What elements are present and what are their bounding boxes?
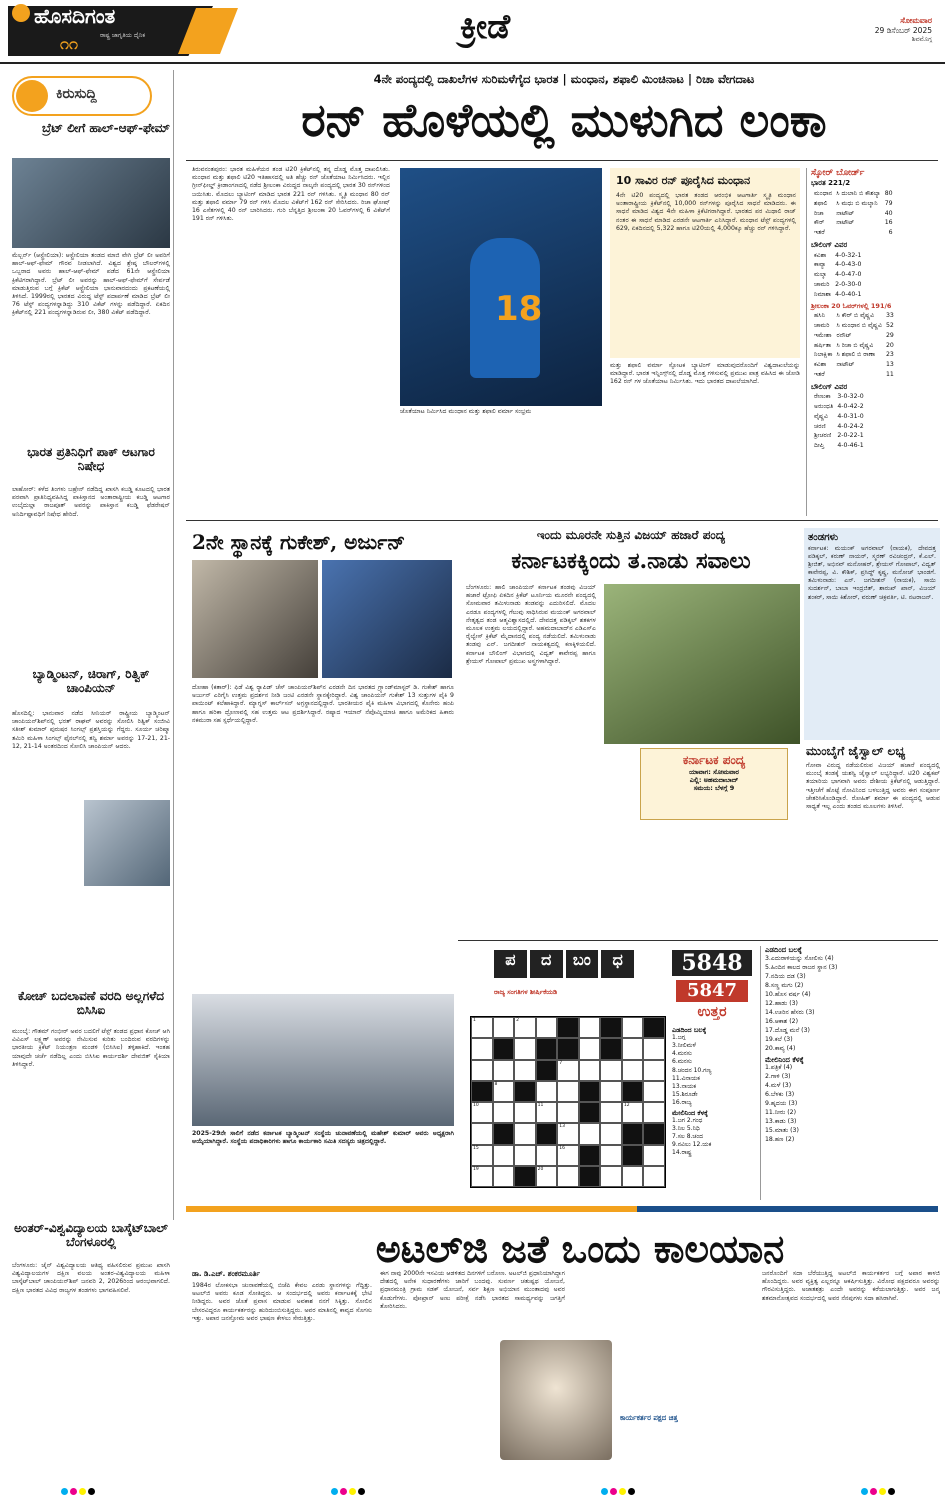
puzzle-number: 5848 [672, 950, 752, 976]
mandhana-record-headline: 10 ಸಾವಿರ ರನ್ ಪೂರೈಸಿದ ಮಂಧಾನ [616, 174, 751, 187]
list-item: 14.ಊರಿನ ಹೆಸರು (3) [765, 1008, 815, 1016]
date: 29 ಡಿಸೆಂಬರ್ 2025 [874, 26, 932, 35]
vijay-body-continued [604, 824, 800, 932]
table-cell: ರನೌಟ್ [836, 331, 852, 339]
crossword-cell[interactable]: 13 [557, 1123, 579, 1144]
list-item: 18.ಹಣ (2) [765, 1136, 795, 1144]
scoreboard [806, 168, 938, 516]
table-cell: 11 [886, 370, 894, 378]
crossword-block [600, 1038, 622, 1059]
list-item: 13.ನಾಯಕ [672, 1082, 697, 1090]
puzzle-title-letter: ದ [530, 950, 563, 978]
list-item: 1.ಜಗ 2.ಗಂಧ [672, 1117, 703, 1125]
table-row [813, 423, 865, 431]
badminton-association-photo [192, 994, 454, 1126]
table-cell: 33 [886, 312, 894, 320]
lanka-bowling-table [811, 250, 864, 301]
crossword-cell[interactable] [536, 1145, 558, 1166]
table-cell: ನಾಟೌಟ್ [836, 219, 855, 227]
print-color-marks [60, 1488, 96, 1498]
table-cell: ಶ್ರೀಚರಣಿ [814, 432, 832, 440]
table-cell: ರಿಚಾ [814, 209, 824, 217]
crossword-cell[interactable]: 11 [536, 1102, 558, 1123]
table-cell: ಇತರೆ [814, 229, 825, 236]
print-color-marks [330, 1488, 366, 1498]
list-item: 6.ಮನಸು [672, 1058, 692, 1066]
table-cell: 4-0-40-1 [835, 290, 862, 298]
teams-head: ತಂಡಗಳು [808, 532, 839, 543]
list-item: 7.ಸಲ 8.ಚಂದ [672, 1133, 704, 1141]
crossword-block [579, 1102, 601, 1123]
table-cell: ನಿಲಾಕ್ಷಿಕಾ [814, 351, 833, 359]
mandhana-record-body: 4ನೇ ಟಿ20 ಪಂದ್ಯದಲ್ಲಿ ಭಾರತ ತಂಡದ ಆರಂಭಿಕ ಆಟಗಾರ್ತಿ ಸ್ಮೃತಿ ಮಂಧಾನ ಅಂತಾರಾಷ್ಟ್ರೀಯ ಕ್ರಿಕೆಟ್‌ನಲ್ಲಿ 10,000 ರನ್‌ಗಳನ್ನು ಪೂರೈಸಿದ ಸಾಧನೆ ಮಾಡಿದರು. ಈ ಸಾಧನೆ ಮಾಡಿದ ವಿಶ್ವದ 4ನೇ ಮಹಿಳಾ ಕ್ರಿಕೆಟಿಗರಾಗಿದ್ದಾರೆ. ಭಾರತದ ಪರ ಮಿಥಾಲಿ ರಾಜ್ ನಂತರ ಈ ಸಾಧನೆ ಮಾಡಿದ ಎರಡನೇ ಆಟಗಾರ್ತಿ ಎನಿಸಿದ್ದಾರೆ. ಮಂಧಾನ ಟೆಸ್ಟ್ ಪಂದ್ಯಗಳಲ್ಲಿ 629, ಏಕದಿನದಲ್ಲಿ 5,322 ಹಾಗೂ ಟಿ20ಯಲ್ಲಿ 4,000ಕ್ಕೂ ಹೆಚ್ಚು ರನ್ ಗಳಿಸಿದ್ದಾರೆ. [616, 192, 796, 232]
crossword-cell[interactable] [600, 1060, 622, 1081]
table-cell [835, 371, 883, 379]
list-item: 8.ಸಣ್ಣ ಮಗು (2) [765, 981, 804, 989]
table-cell: 2-0-30-0 [835, 280, 862, 288]
vijay-headline: ಕರ್ನಾಟಕಕ್ಕಿಂದು ತ.ನಾಡು ಸವಾಲು [511, 548, 751, 574]
atal-body-continued [574, 1270, 754, 1410]
brief-headline: ಕೋಚ್ ಬದಲಾವಣೆ ವರದಿ ಅಲ್ಲಗಳೆದ ಬಿಸಿಸಿಐ [17, 989, 165, 1017]
table-cell: ನಾಟೌಟ್ [836, 209, 855, 217]
crossword-cell[interactable] [493, 1102, 515, 1123]
crossword-cell[interactable]: 7 [557, 1060, 579, 1081]
table-row [813, 332, 895, 340]
list-item: 1.ಜಗ್ಗ [672, 1034, 686, 1042]
crossword-block [536, 1123, 558, 1144]
atal-subhead: ಕಾರ್ಯಕರ್ತರ ಪಕ್ಷದ ಚಿತ್ತ [620, 1414, 678, 1422]
mayank-photo [604, 584, 800, 744]
crossword-cell[interactable]: 8 [493, 1081, 515, 1102]
divider [458, 940, 938, 941]
across-head: ಎಡದಿಂದ ಬಲಕ್ಕೆ [765, 946, 802, 954]
puzzle-topic: ರಾಜ್ಯ ಸಂಗತಿಗಳ ಶೀರ್ಷಿಕೆಯಡಿ [494, 988, 558, 996]
table-cell: ಹಸಿನಿ [814, 312, 826, 320]
table-cell: ವೈಷ್ಣವಿ [814, 412, 828, 420]
table-cell: 80 [884, 190, 893, 197]
table-row [813, 393, 865, 401]
logo-tagline: ರಾಷ್ಟ್ರ ಜಾಗೃತಿಯ ದೈನಿಕ [100, 32, 146, 39]
match-when: ಯಾವಾಗ: ಸೋಮವಾರ [689, 768, 739, 776]
crossword-block [579, 1145, 601, 1166]
lead-photo-mandhana-shafali: 18 [400, 168, 602, 406]
crossword-cell[interactable]: 10 [471, 1102, 493, 1123]
table-row [813, 281, 862, 289]
crossword-block [557, 1017, 579, 1038]
print-color-marks [600, 1488, 636, 1498]
dateline [812, 16, 932, 44]
kiru-suddi-label: ಕಿರುಸುದ್ದಿ [56, 86, 97, 102]
atal-body: 1984ರ ಲೋಕಸಭಾ ಚುನಾವಣೆಯಲ್ಲಿ ಬಿಜೆಪಿ ಕೇವಲ ಎರಡು ಸ್ಥಾನಗಳನ್ನು ಗೆದ್ದಿತ್ತು. ಅಟಲ್‌ಜಿ ಅವರು ಕೂಡ ಸೋತಿದ್ದರು. ಆ ಸಂದರ್ಭದಲ್ಲಿ ಅವರು ಕರ್ನಾಟಕಕ್ಕೆ ಭೇಟಿ ನೀಡಿದ್ದರು. ಅವರ ಜೊತೆ ಪ್ರವಾಸ ಮಾಡುವ ಅವಕಾಶ ನನಗೆ ಸಿಕ್ಕಿತ್ತು. ಸೋಲಿನ ಬೇಸರವಿದ್ದರೂ ಕಾರ್ಯಕರ್ತರನ್ನು ಹುರಿದುಂಬಿಸುತ್ತಿದ್ದರು. ಅವರ ಮಾತಿನಲ್ಲಿ ಕಾವ್ಯದ ಸೊಗಸು ಇತ್ತು. ಅಪಾರ ಜನಸ್ತೋಮ ಅವರ ಭಾಷಣ ಕೇಳಲು ಸೇರುತ್ತಿತ್ತು. [192, 1282, 372, 1322]
crossword-block [579, 1081, 601, 1102]
crossword-block [514, 1081, 536, 1102]
page-number: ೧೧ [60, 34, 78, 53]
table-row [813, 342, 895, 350]
list-item: 1.ಪತ್ರಿಕೆ (4) [765, 1064, 793, 1072]
down-head: ಮೇಲಿನಿಂದ ಕೆಳಕ್ಕೆ [765, 1055, 804, 1064]
list-item: 6.ಬೆಳಕು (3) [765, 1091, 795, 1099]
crossword-grid[interactable] [470, 1016, 666, 1188]
list-item: 3.ನೀಲಿಮಳೆ [672, 1042, 696, 1050]
list-item: 3.ನಿಲ 5.ನಿಧಿ [672, 1125, 700, 1133]
table-cell: ಸಿ ದುಲಾನಿ ಬಿ ಕೌಶಲ್ಯಾ [836, 190, 881, 197]
table-cell: 4-0-47-0 [835, 271, 862, 278]
table-cell: 40 [884, 209, 893, 217]
india-total: ಭಾರತ 221/2 [811, 179, 851, 188]
table-cell: 6 [888, 229, 893, 236]
match-where: ಎಲ್ಲಿ: ಅಹಮದಾಬಾದ್ [689, 776, 739, 785]
bowling-head: ಬೌಲಿಂಗ್ ವಿವರ [811, 382, 848, 391]
brief-headline: ಬ್ರೆಟ್ ಲೀಗೆ ಹಾಲ್-ಆಫ್-ಫೇಮ್ [42, 121, 170, 135]
crossword-cell[interactable]: 20 [536, 1166, 558, 1187]
scoreboard-title: ಸ್ಕೋರ್ ಬೋರ್ಡ್ [811, 168, 865, 178]
table-cell: ರೇಣುಕಾ [814, 393, 831, 401]
crossword-cell[interactable] [514, 1123, 536, 1144]
list-item: 11.ವಿನಾಯಕ [672, 1074, 700, 1082]
lead-headline: ರನ್ ಹೊಳೆಯಲ್ಲಿ ಮುಳುಗಿದ ಲಂಕಾ [301, 93, 827, 147]
crossword-cell[interactable] [600, 1145, 622, 1166]
city: ಶಿವಮೊಗ್ಗ [911, 35, 932, 44]
crossword-block [493, 1038, 515, 1059]
clues [760, 946, 940, 1200]
crossword-cell[interactable] [493, 1060, 515, 1081]
brief-body: ಹೊಸದಿಲ್ಲಿ: ಭಾನುವಾರ ನಡೆದ ಸೀನಿಯರ್ ರಾಷ್ಟ್ರೀಯ ಬ್ಯಾಡ್ಮಿಂಟನ್ ಚಾಂಪಿಯನ್‌ಶಿಪ್‌ನಲ್ಲಿ ಭರತ್ ರಾಘವ್ ಅವರನ್ನು ಸೋಲಿಸಿ ರಿತ್ವಿಕ್ ಸಂಜೀವಿ ಸತೀಶ್ ಕುಮಾರ್ ಪುರುಷರ ಸಿಂಗಲ್ಸ್ ಪ್ರಶಸ್ತಿಯನ್ನು ಗೆದ್ದರು. ಸೂರ್ಯ ಚರಿಷ್ಮಾ ತಮಿರಿ ಮಹಿಳಾ ಸಿಂಗಲ್ಸ್ ಫೈನಲ್‌ನಲ್ಲಿ ತನ್ವಿ ಶರ್ಮಾ ಅವರನ್ನು 17-21, 21-12, 21-14 ಅಂತರದಿಂದ ಸೋಲಿಸಿ ಚಾಂಪಿಯನ್ ಆದರು. [12, 710, 170, 750]
crossword-cell[interactable] [471, 1123, 493, 1144]
crossword-cell[interactable] [600, 1102, 622, 1123]
print-color-marks [860, 1488, 896, 1498]
table-row [813, 432, 865, 440]
crossword-block [493, 1123, 515, 1144]
list-item: 16.ಆಕಾಶ (2) [765, 1017, 799, 1025]
crossword-cell[interactable]: 15 [471, 1145, 493, 1166]
brief-headline: ಅಂತರ್-ವಿಶ್ವವಿದ್ಯಾಲಯ ಬಾಸ್ಕೆಟ್‌ಬಾಲ್ ಬೆಂಗಳೂರಲ್ಲಿ [14, 1221, 168, 1249]
crossword-cell[interactable] [493, 1166, 515, 1187]
section-title: ಕ್ರೀಡೆ [460, 7, 511, 47]
puzzle-title-letter: ಪ [494, 950, 527, 978]
list-item: 16.ರಾಜ್ಯ [672, 1098, 692, 1106]
crossword-cell[interactable] [514, 1060, 536, 1081]
table-cell: 52 [886, 322, 894, 330]
day: ಸೋಮವಾರ [900, 16, 932, 25]
table-cell: ಇಮೇಶಾ [814, 331, 832, 339]
table-cell: ಇತರೆ [814, 370, 825, 378]
table-row [813, 229, 894, 237]
table-cell: 20 [886, 341, 894, 349]
table-cell: 23 [886, 351, 894, 359]
crossword-cell[interactable] [557, 1102, 579, 1123]
match-time: ಸಮಯ: ಬೆಳಗ್ಗೆ 9 [693, 784, 735, 793]
teams-body: ಕರ್ನಾಟಕ: ಮಯಂಕ್ ಅಗರವಾಲ್ (ನಾಯಕ), ದೇವದತ್ತ ಪಡಿಕ್ಕಲ್, ಕರುಣ್ ನಾಯರ್, ಸ್ಮರಣ್ ರವಿಚಂದ್ರನ್, ಕೆ.ಎಲ್. ಶ್ರೀಜಿತ್, ಅಭಿನವ್ ಮನೋಹರ್, ಶ್ರೇಯಸ್ ಗೋಪಾಲ್, ವಿದ್ವತ್ ಕಾವೇರಪ್ಪ, ವಿ. ಕೌಶಿಕ್, ಪ್ರಸಿದ್ಧ್ ಕೃಷ್ಣ, ಮನೋಜ್ ಭಾಂಡಗೆ. ತಮಿಳುನಾಡು: ಎನ್. ಜಗದೀಶನ್ (ನಾಯಕ), ಸಾಯಿ ಸುದರ್ಶನ್, ಬಾಬಾ ಇಂದ್ರಜಿತ್, ಶಾರುಖ್ ಖಾನ್, ವಿಜಯ್ ಶಂಕರ್, ಸಾಯಿ ಕಿಶೋರ್, ವರುಣ್ ಚಕ್ರವರ್ತಿ, ಟಿ. ನಟರಾಜನ್. [808, 544, 936, 601]
lead-kicker: 4ನೇ ಪಂದ್ಯದಲ್ಲಿ ದಾಖಲೆಗಳ ಸುರಿಮಳೆಗೈದ ಭಾರತ | ಮಂಧಾನ, ಶಫಾಲಿ ಮಿಂಚಿನಾಟ | ರಿಚಾ ವೇಗದಾಟ [373, 72, 755, 86]
color-rule [186, 1206, 938, 1212]
crossword-cell[interactable]: 2 [514, 1017, 536, 1038]
list-item: 12.ಹಾಡು (3) [765, 999, 798, 1007]
match-label: ಕರ್ನಾಟಕ ಪಂದ್ಯ [682, 753, 746, 767]
crossword-cell[interactable] [514, 1145, 536, 1166]
crossword-cell[interactable] [622, 1060, 644, 1081]
lanka-total: ಶ್ರೀಲಂಕಾ 20 ಓವರ್‌ಗಳಲ್ಲಿ 191/6 [811, 302, 892, 311]
arjun-photo [322, 560, 452, 678]
crossword-block [643, 1123, 665, 1144]
crossword-block [514, 1166, 536, 1187]
lanka-batting-table [811, 310, 897, 380]
crossword-cell[interactable] [579, 1123, 601, 1144]
crossword-cell[interactable] [643, 1145, 665, 1166]
crossword-cell[interactable] [643, 1081, 665, 1102]
crossword-cell[interactable] [622, 1038, 644, 1059]
brief-body: ಬೆಂಗಳೂರು: ಜೈನ್ ವಿಶ್ವವಿದ್ಯಾಲಯ ಆತಿಥ್ಯ ವಹಿಸಲಿರುವ ಪ್ರಮುಖ ಖಾಸಗಿ ವಿಶ್ವವಿದ್ಯಾಲಯಗಳ ದಕ್ಷಿಣ ವಲಯ ಅಂತರ-ವಿಶ್ವವಿದ್ಯಾಲಯ ಮಹಿಳಾ ಬಾಸ್ಕೆಟ್‌ಬಾಲ್ ಚಾಂಪಿಯನ್‌ಶಿಪ್ ಜನವರಿ 2, 2026ರಿಂದ ಆರಂಭವಾಗಲಿದೆ. ದಕ್ಷಿಣ ಭಾರತದ ವಿವಿಧ ರಾಜ್ಯಗಳ ತಂಡಗಳು ಭಾಗವಹಿಸಲಿವೆ. [12, 1262, 170, 1294]
table-row [813, 219, 894, 227]
crossword-cell[interactable] [643, 1102, 665, 1123]
list-item: 9.ಹೃದಯ (3) [765, 1100, 798, 1108]
table-cell: 4-0-31-0 [837, 412, 864, 420]
table-cell: ಅರುಂಧತಿ [814, 403, 834, 411]
chess-body: ದೋಹಾ (ಕತಾರ್): ಫಿಡೆ ವಿಶ್ವ ರ‍್ಯಾಪಿಡ್ ಚೆಸ್ ಚಾಂಪಿಯನ್‌ಶಿಪ್‌ನ ಎರಡನೇ ದಿನ ಭಾರತದ ಗ್ರ್ಯಾಂಡ್‌ಮಾಸ್ಟರ್ ಡಿ. ಗುಕೇಶ್ ಹಾಗೂ ಅರ್ಜುನ್ ಎರಿಗೈಸಿ ಉತ್ತಮ ಪ್ರದರ್ಶನ ನೀಡಿ ಜಂಟಿ ಎರಡನೇ ಸ್ಥಾನಕ್ಕೇರಿದ್ದಾರೆ. ವಿಶ್ವ ಚಾಂಪಿಯನ್ ಗುಕೇಶ್ 13 ಸುತ್ತುಗಳ ಪೈಕಿ 9 ಪಾಯಿಂಟ್ ಕಲೆಹಾಕಿದ್ದಾರೆ. ಮ್ಯಾಗ್ನಸ್ ಕಾರ್ಲ್‌ಸನ್ ಅಗ್ರಸ್ಥಾನದಲ್ಲಿದ್ದಾರೆ. ಭಾರತೀಯರ ಪೈಕಿ ಮಹಿಳಾ ವಿಭಾಗದಲ್ಲಿ ಕೊನೇರು ಹಂಪಿ ಹಾಗೂ ಹರಿಕಾ ದ್ರೋಣವಲ್ಲಿ ಸಹ ಉತ್ತಮ ಆಟ ಪ್ರದರ್ಶಿಸಿದ್ದಾರೆ. ರಷ್ಯಾದ ಇಯಾನ್ ನೆಪೊಮ್ನಿಯಾಚಿ ಹಾಗೂ ಅಮೆರಿಕದ ಹಿಕಾರು ನಕಮುರಾ ಸಹ ಸ್ಪರ್ಧೆಯಲ್ಲಿದ್ದಾರೆ. [192, 684, 454, 724]
padabandha-title [494, 950, 634, 978]
divider [186, 160, 938, 161]
table-cell: ಕವಿಶಾ [814, 251, 827, 259]
crossword-cell[interactable]: 1 [471, 1017, 493, 1038]
crossword-cell[interactable] [579, 1060, 601, 1081]
table-cell: 2-0-22-1 [837, 432, 864, 440]
crossword-cell[interactable] [493, 1017, 515, 1038]
puzzle-title-letter: ಧ [601, 950, 634, 978]
list-item: 5.ಹಿಂದಿನ ಕಾಲದ ರಾಜರ ಸ್ಥಾನ (3) [765, 963, 838, 971]
table-cell: ಹರ್ಷಿತಾ [814, 341, 832, 349]
crossword-cell[interactable]: 12 [622, 1102, 644, 1123]
crossword-block [536, 1060, 558, 1081]
list-item: 4.ಮನಸು [672, 1050, 692, 1058]
crossword-cell[interactable] [557, 1081, 579, 1102]
crossword-block [471, 1081, 493, 1102]
crossword-cell[interactable] [514, 1038, 536, 1059]
brief-body: ಮುಂಬೈ: ಗೌತಮ್ ಗಂಭೀರ್ ಅವರ ಬದಲಿಗೆ ಟೆಸ್ಟ್ ತಂಡದ ಪ್ರಧಾನ ಕೋಚ್ ಆಗಿ ವಿವಿಎಸ್ ಲಕ್ಷ್ಮಣ್ ಅವರನ್ನು ನೇಮಿಸುವ ಕುರಿತು ಬಂದಿರುವ ವರದಿಗಳನ್ನು ಭಾರತೀಯ ಕ್ರಿಕೆಟ್ ನಿಯಂತ್ರಣ ಮಂಡಳಿ (ಬಿಸಿಸಿಐ) ತಳ್ಳಿಹಾಕಿದೆ. ಇಂತಹ ಯಾವುದೇ ಚರ್ಚೆ ನಡೆದಿಲ್ಲ ಎಂದು ಬಿಸಿಸಿಐ ಕಾರ್ಯದರ್ಶಿ ದೇವಜಿತ್ ಸೈಕಿಯಾ ತಿಳಿಸಿದ್ದಾರೆ. [12, 1028, 170, 1068]
table-row [813, 351, 895, 359]
masthead [0, 0, 945, 64]
crossword-block [600, 1017, 622, 1038]
list-item: 7.ನದಿಯ ದಡ (3) [765, 972, 806, 980]
table-cell: 4-0-32-1 [835, 251, 862, 259]
crossword-cell[interactable] [493, 1145, 515, 1166]
table-row [813, 413, 865, 421]
atal-body-continued [620, 1426, 754, 1484]
list-item: 17.ದೊಡ್ಡ ಮನೆ (3) [765, 1026, 810, 1034]
crossword-cell[interactable] [514, 1102, 536, 1123]
crossword-cell[interactable]: 19 [471, 1166, 493, 1187]
table-cell: 4-0-24-2 [837, 422, 864, 430]
list-item: 14.ರಾಷ್ಟ್ರ [672, 1149, 692, 1157]
table-cell [835, 229, 881, 237]
answers-down-head: ಮೇಲಿನಿಂದ ಕೆಳಕ್ಕೆ [672, 1108, 708, 1117]
table-row [813, 291, 862, 299]
table-cell: 4-0-42-2 [837, 403, 864, 411]
newspaper-logo: ಹೊಸದಿಗಂತ [34, 4, 116, 28]
byline: ಡಾ. ಡಿ.ಎಚ್. ಶಂಕರಮೂರ್ತಿ [192, 1270, 260, 1278]
table-cell: ಶಫಾಲಿ [814, 199, 828, 207]
brief-headline: ಬ್ಯಾಡ್ಮಿಂಟನ್, ಚಿರಾಗ್, ರಿತ್ವಿಕ್ ಚಾಂಪಿಯನ್ [32, 667, 150, 695]
crossword-cell[interactable] [557, 1166, 579, 1187]
brief-body: ಮೆಲ್ಬರ್ನ್ (ಆಸ್ಟ್ರೇಲಿಯಾ): ಆಸ್ಟ್ರೇಲಿಯಾ ತಂಡದ ಮಾಜಿ ವೇಗಿ ಬ್ರೆಟ್ ಲೀ ಅವರಿಗೆ ಹಾಲ್-ಆಫ್-ಫೇಮ್ ಗೌರವ ನೀಡಲಾಗಿದೆ. ವಿಶ್ವದ ಶ್ರೇಷ್ಠ ಬೌಲರ್‌ಗಳಲ್ಲಿ ಒಬ್ಬರಾದ ಅವರು ಹಾಲ್-ಆಫ್-ಫೇಮ್ ಪಡೆದ 61ನೇ ಆಸ್ಟ್ರೇಲಿಯಾ ಕ್ರಿಕೆಟಿಗರಾಗಿದ್ದಾರೆ. ಬ್ರೆಟ್ ಲೀ ಅವರನ್ನು ಹಾಲ್-ಆಫ್-ಫೇಮ್‌ಗೆ ಸೇರ್ಪಡೆ ಮಾಡುತ್ತಿರುವ ಬಗ್ಗೆ ಕ್ರಿಕೆಟ್ ಆಸ್ಟ್ರೇಲಿಯಾ ಭಾನುವಾರದಂದು ಪ್ರಕಟಣೆಯಲ್ಲಿ ತಿಳಿಸಿದೆ. 1999ರಲ್ಲಿ ಭಾರತದ ವಿರುದ್ಧ ಟೆಸ್ಟ್ ಪದಾರ್ಪಣೆ ಮಾಡಿದ ಬ್ರೆಟ್ ಲೀ 76 ಟೆಸ್ಟ್ ಪಂದ್ಯಗಳನ್ನಾಡಿದ್ದು 310 ವಿಕೆಟ್ ಗಳನ್ನು ಪಡೆದಿದ್ದಾರೆ. ಏಕದಿನ ಕ್ರಿಕೆಟ್‌ನಲ್ಲಿ 221 ಪಂದ್ಯಗಳನ್ನಾಡಿರುವ ಲೀ, 380 ವಿಕೆಟ್ ಪಡೆದಿದ್ದಾರೆ. [12, 252, 170, 317]
table-cell: 16 [884, 219, 893, 227]
table-row [813, 322, 895, 330]
lead-photo-caption: ಜೊತೆಯಾಟ ನಿರ್ಮಿಸಿದ ಮಂಧಾನ ಮತ್ತು ಶಫಾಲಿ ವರ್ಮಾ ಸಂಭ್ರಮ [400, 408, 532, 415]
crossword-cell[interactable] [579, 1017, 601, 1038]
previous-puzzle-number: 5847 [676, 980, 748, 1002]
mumbai-headline: ಮುಂಬೈಗೆ ಜೈಸ್ವಾಲ್ ಲಭ್ಯ [806, 744, 906, 758]
table-cell: ಸಿ ರಿಚಾ ಬಿ ವೈಷ್ಣವಿ [836, 341, 874, 349]
list-item: 20.ಕಾವ್ಯ (4) [765, 1044, 796, 1052]
table-row [813, 361, 895, 369]
crossword-block [622, 1081, 644, 1102]
answers-across-head: ಎಡದಿಂದ ಬಲಕ್ಕೆ [672, 1026, 707, 1034]
crossword-cell[interactable]: 16 [557, 1145, 579, 1166]
table-cell: ಮಂಧಾನ [814, 190, 833, 197]
table-row [813, 271, 862, 279]
brief-body: ಲಾಹೋರ್: ಕಳೆದ ತಿಂಗಳು ಬಹ್ರೇನ್ ನಡೆದಿದ್ದ ಖಾಸಗಿ ಕಬಡ್ಡಿ ಕೂಟದಲ್ಲಿ ಭಾರತ ಪರವಾಗಿ ಪ್ರಾತಿನಿಧ್ಯವಹಿಸಿದ್ದ ಪಾಕಿಸ್ತಾನದ ಅಂತಾರಾಷ್ಟ್ರೀಯ ಕಬಡ್ಡಿ ಆಟಗಾರ ಉಬೈದುಲ್ಲಾ ರಾಜಪೂತ್ ಅವರನ್ನು ಪಾಕಿಸ್ತಾನ ಕಬಡ್ಡಿ ಫೆಡರೇಷನ್ ಅನಿರ್ದಿಷ್ಟಾವಧಿಗೆ ನಿಷೇಧ ಹೇರಿದೆ. [12, 486, 170, 518]
list-item: 19.ಕಲೆ (3) [765, 1035, 793, 1043]
answer-label: ಉತ್ತರ [697, 1004, 727, 1020]
table-cell: ಮಲ್ಶಾ [814, 271, 827, 278]
list-item: 10.ಹೊಸ ವರ್ಷ (4) [765, 990, 811, 998]
crossword-block [622, 1145, 644, 1166]
gukesh-photo [192, 560, 318, 678]
table-row [813, 252, 862, 260]
brief-body-continued [12, 890, 170, 982]
megaphone-icon [16, 80, 48, 112]
mumbai-body: ಗೋವಾ ವಿರುದ್ಧ ನಡೆಯಲಿರುವ ವಿಜಯ್ ಹಜಾರೆ ಪಂದ್ಯದಲ್ಲಿ ಮುಂಬೈ ತಂಡಕ್ಕೆ ಯಶಸ್ವಿ ಜೈಸ್ವಾಲ್ ಲಭ್ಯರಿದ್ದಾರೆ. ಟಿ20 ವಿಶ್ವಕಪ್ ತಯಾರಿಯ ಭಾಗವಾಗಿ ಅವರು ದೇಶೀಯ ಕ್ರಿಕೆಟ್‌ನಲ್ಲಿ ಆಡುತ್ತಿದ್ದಾರೆ. ಇತ್ತೀಚೆಗೆ ಹೊಟ್ಟೆ ನೋವಿನಿಂದ ಬಳಲುತ್ತಿದ್ದ ಅವರು ಈಗ ಸಂಪೂರ್ಣ ಚೇತರಿಸಿಕೊಂಡಿದ್ದಾರೆ. ರೋಹಿತ್ ಶರ್ಮಾ ಈ ಪಂದ್ಯದಲ್ಲಿ ಆಡುವ ಸಾಧ್ಯತೆ ಇಲ್ಲ ಎಂದು ತಂಡದ ಮೂಲಗಳು ತಿಳಿಸಿವೆ. [806, 762, 940, 810]
table-row [813, 200, 894, 208]
crossword-cell[interactable] [471, 1060, 493, 1081]
badminton-association-caption: 2025-29ನೇ ಸಾಲಿಗೆ ನಡೆದ ಕರ್ನಾಟಕ ಬ್ಯಾಡ್ಮಿಂಟನ್ ಸಂಸ್ಥೆಯ ಚುನಾವಣೆಯಲ್ಲಿ ಮಹೇಶ್ ಕುಮಾರ್ ಅವರು ಅಧ್ಯಕ್ಷರಾಗಿ ಆಯ್ಕೆಯಾಗಿದ್ದಾರೆ. ಸಂಸ್ಥೆಯ ಪದಾಧಿಕಾರಿಗಳು ಹಾಗೂ ಕಾರ್ಯಕಾರಿ ಸಮಿತಿ ಸದಸ್ಯರು ಚಿತ್ರದಲ್ಲಿದ್ದಾರೆ. [192, 1130, 454, 1146]
logo-emblem-icon [12, 4, 30, 22]
list-item: 3.ಎದುರಾಳಿಯನ್ನು ಸೋಲಿಸು (4) [765, 954, 834, 962]
crossword-cell[interactable] [536, 1081, 558, 1102]
puzzle-title-letter: ಬಂ [566, 950, 599, 978]
atal-headline: ಅಟಲ್‌ಜಿ ಜತೆ ಒಂದು ಕಾಲಯಾನ [375, 1226, 785, 1271]
table-cell: ಚಾಮರಿ [814, 322, 830, 330]
table-cell: ಸಿ ಕೌರ್ ಬಿ ವೈಷ್ಣವಿ [836, 312, 875, 320]
crossword-block [579, 1166, 601, 1187]
list-item: 8.ಚಂದನ 10.ಗಣ್ಯ [672, 1066, 712, 1074]
table-row [813, 210, 894, 218]
match-info-box [640, 748, 788, 820]
table-cell: 4-0-46-1 [837, 442, 864, 450]
table-row [813, 442, 865, 450]
list-item: 13.ಕಾಡು (3) [765, 1118, 797, 1126]
table-cell: ಕವಿಶಾ [814, 361, 827, 369]
table-cell: ನಾಟೌಟ್ [836, 361, 855, 369]
crossword-cell[interactable] [643, 1060, 665, 1081]
table-cell: 13 [886, 361, 894, 369]
crossword-block [536, 1038, 558, 1059]
crossword-cell[interactable] [471, 1038, 493, 1059]
crossword-cell[interactable] [600, 1166, 622, 1187]
table-cell: ದೀಪ್ತಿ [814, 442, 825, 450]
crossword-cell[interactable] [600, 1123, 622, 1144]
list-item: 11.ನೀರು (2) [765, 1109, 797, 1117]
vijay-body: ಬೆಂಗಳೂರು: ಹಾಲಿ ಚಾಂಪಿಯನ್ ಕರ್ನಾಟಕ ತಂಡವು ವಿಜಯ್ ಹಜಾರೆ ಟ್ರೋಫಿ ಏಕದಿನ ಕ್ರಿಕೆಟ್ ಟೂರ್ನಿಯ ಮೂರನೇ ಪಂದ್ಯದಲ್ಲಿ ಸೋಮವಾರ ತಮಿಳುನಾಡು ತಂಡವನ್ನು ಎದುರಿಸಲಿದೆ. ಮೊದಲ ಎರಡೂ ಪಂದ್ಯಗಳಲ್ಲಿ ಗೆಲುವು ಸಾಧಿಸಿರುವ ಮಯಂಕ್ ಅಗರವಾಲ್ ನೇತೃತ್ವದ ತಂಡ ಆತ್ಮವಿಶ್ವಾಸದಲ್ಲಿದೆ. ದೇವದತ್ತ ಪಡಿಕ್ಕಲ್ ಶತಕಗಳ ಮೂಲಕ ಉತ್ತಮ ಲಯದಲ್ಲಿದ್ದಾರೆ. ಅಹಮದಾಬಾದ್‌ನ ಎಡಿಎಸ್‌ಎ ರೈಲ್ವೇಸ್ ಕ್ರಿಕೆಟ್ ಮೈದಾನದಲ್ಲಿ ಪಂದ್ಯ ನಡೆಯಲಿದೆ. ತಮಿಳುನಾಡು ತಂಡವು ಎನ್. ಜಗದೀಶನ್ ನಾಯಕತ್ವದಲ್ಲಿ ಕಣಕ್ಕಿಳಿಯಲಿದೆ. ಕರ್ನಾಟಕ ಬೌಲಿಂಗ್ ವಿಭಾಗದಲ್ಲಿ ವಿದ್ವತ್ ಕಾವೇರಪ್ಪ ಹಾಗೂ ಶ್ರೇಯಸ್ ಗೋಪಾಲ್ ಪ್ರಮುಖ ಅಸ್ತ್ರಗಳಾಗಿದ್ದಾರೆ. [466, 584, 596, 665]
lead-body-continued: ಮತ್ತು ಶಫಾಲಿ ವರ್ಮಾ ಸ್ಫೋಟಕ ಬ್ಯಾಟಿಂಗ್ ಮಾಡುವುದರೊಂದಿಗೆ ವಿಶ್ವದಾಖಲೆಯನ್ನು ಮಾಡಿದ್ದಾರೆ. ಭಾರತ ಇನ್ನಿಂಗ್ಸ್‌ನಲ್ಲಿ ದೊಡ್ಡ ಮೊತ್ತ ಗಳಿಸುವಲ್ಲಿ ಪ್ರಮುಖ ಪಾತ್ರ ವಹಿಸಿದ ಈ ಜೋಡಿ 162 ರನ್ ಗಳ ಜೊತೆಯಾಟ ನಿರ್ಮಿಸಿತು. ಇದು ಭಾರತದ ದಾಖಲೆಯಾಗಿದೆ. [610, 362, 800, 386]
crossword-cell[interactable] [622, 1017, 644, 1038]
crossword-cell[interactable] [536, 1017, 558, 1038]
table-row [813, 371, 895, 379]
list-item: 15.ಶಿರೂಡೇ [672, 1090, 698, 1098]
badminton-winner-photo [84, 800, 170, 886]
chess-headline: 2ನೇ ಸ್ಥಾನಕ್ಕೆ ಗುಕೇಶ್, ಅರ್ಜುನ್ [192, 530, 406, 554]
crossword-cell[interactable] [643, 1038, 665, 1059]
list-item: 9.ನವಿಲು 12.ಯಕ [672, 1141, 712, 1149]
table-cell: 29 [886, 331, 894, 339]
previous-answers [672, 1026, 754, 1200]
table-cell: 79 [884, 199, 893, 207]
list-item: 2.ಗಾಳಿ (3) [765, 1073, 791, 1081]
crossword-cell[interactable] [600, 1081, 622, 1102]
vijay-kicker: ಇಂದು ಮೂರನೇ ಸುತ್ತಿನ ವಿಜಯ್ ಹಜಾರೆ ಪಂದ್ಯ [536, 528, 726, 542]
table-cell: ಸಿ ಮಂಧಾನ ಬಿ ವೈಷ್ಣವಿ [836, 322, 882, 330]
table-cell: ಸಿ ಮಧು ಬಿ ಮಲ್ಶಾನಿ [836, 199, 878, 207]
table-cell: 3-0-32-0 [837, 393, 864, 401]
table-row [813, 312, 895, 320]
table-cell: ನಿಮಾಶಾ [814, 290, 832, 298]
table-cell: ಸಿ ಶಫಾಲಿ ಬಿ ರಾಣಾ [836, 351, 876, 359]
table-cell: 4-0-43-0 [835, 261, 862, 269]
table-row [813, 403, 865, 411]
divider [186, 520, 938, 521]
table-cell: ಚಾಮರಿ [814, 280, 830, 288]
atal-body: ಜನರೊಂದಿಗೆ ಸದಾ ಬೆರೆಯುತ್ತಿದ್ದ ಅಟಲ್‌ಜಿ ಕಾರ್ಯಕರ್ತರ ಬಗ್ಗೆ ಅಪಾರ ಕಾಳಜಿ ಹೊಂದಿದ್ದರು. ಅವರ ವ್ಯಕ್ತಿತ್ವ ಎಲ್ಲರನ್ನೂ ಆಕರ್ಷಿಸುತ್ತಿತ್ತು. ವಿರೋಧ ಪಕ್ಷದವರೂ ಅವರನ್ನು ಗೌರವಿಸುತ್ತಿದ್ದರು. ಅಜಾತಶತ್ರು ಎಂದೇ ಅವರನ್ನು ಕರೆಯಲಾಗುತ್ತಿತ್ತು. ಅವರ ಜನ್ಮ ಶತಮಾನೋತ್ಸವದ ಸಂದರ್ಭದಲ್ಲಿ ಅವರ ನೆನಪುಗಳು ಸದಾ ಹಸಿರಾಗಿವೆ. [762, 1270, 940, 1302]
crossword-cell[interactable] [622, 1166, 644, 1187]
india-bowling-table [811, 391, 867, 452]
brett-lee-photo [12, 158, 170, 248]
table-cell: ಕೌರ್ [814, 219, 825, 227]
crossword-cell[interactable] [643, 1166, 665, 1187]
brief-headline: ಭಾರತ ಪ್ರತಿನಿಧಿಗೆ ಪಾಕ್ ಆಟಗಾರ ನಿಷೇಧ [27, 445, 155, 473]
india-batting-table [811, 188, 896, 239]
list-item: 15.ಮಾತು (3) [765, 1127, 799, 1135]
table-cell: ಕಾವ್ಯಾ [814, 261, 826, 269]
crossword-block [622, 1123, 644, 1144]
atal-body: ಈಗ ನಾವು 2000ನೇ ಇಸವಿಯ ಆಡಳಿತದ ದಿನಗಳಿಗೆ ಬರೋಣ. ಅಟಲ್‌ಜಿ ಪ್ರಧಾನಿಯಾಗಿದ್ದಾಗ ದೇಶದಲ್ಲಿ ಅನೇಕ ಸುಧಾರಣೆಗಳು ಜಾರಿಗೆ ಬಂದವು. ಸುವರ್ಣ ಚತುಷ್ಪಥ ಯೋಜನೆ, ಪ್ರಧಾನಮಂತ್ರಿ ಗ್ರಾಮ ಸಡಕ್ ಯೋಜನೆ, ಸರ್ವ ಶಿಕ್ಷಣ ಅಭಿಯಾನ ಮುಂತಾದವು ಅವರ ಕೊಡುಗೆಗಳು. ಪೋಖ್ರಾನ್ ಅಣು ಪರೀಕ್ಷೆ ನಡೆಸಿ ಭಾರತದ ಸಾಮರ್ಥ್ಯವನ್ನು ಜಗತ್ತಿಗೆ ತೋರಿಸಿದರು. [380, 1270, 565, 1310]
list-item: 4.ಮಳೆ (3) [765, 1082, 792, 1090]
table-cell: ಚರಣಿ [814, 422, 826, 430]
bowling-head: ಬೌಲಿಂಗ್ ವಿವರ [811, 240, 848, 249]
lead-body: ತಿರುವನಂತಪುರಂ: ಭಾರತ ಮಹಿಳೆಯರ ತಂಡ ಟಿ20 ಕ್ರಿಕೆಟ್‌ನಲ್ಲಿ ತನ್ನ ದೊಡ್ಡ ಮೊತ್ತ ದಾಖಲಿಸಿತು. ಮಂಧಾನ ಮತ್ತು ಶಫಾಲಿ ಟಿ20 ಇತಿಹಾಸದಲ್ಲಿ ಅತಿ ಹೆಚ್ಚು ರನ್ ಜೊತೆಯಾಟ ನಿರ್ಮಿಸಿದರು. ಇಲ್ಲಿನ ಗ್ರೀನ್‌ಫೀಲ್ಡ್ ಕ್ರೀಡಾಂಗಣದಲ್ಲಿ ನಡೆದ ಶ್ರೀಲಂಕಾ ವಿರುದ್ಧದ ನಾಲ್ಕನೇ ಪಂದ್ಯದಲ್ಲಿ ಭಾರತ 30 ರನ್‌ಗಳಿಂದ ಜಯಿಸಿತು. ಮೊದಲು ಬ್ಯಾಟಿಂಗ್ ಮಾಡಿದ ಭಾರತ 221 ರನ್ ಗಳಿಸಿತು. ಸ್ಮೃತಿ ಮಂಧಾನ 80 ರನ್ ಮತ್ತು ಶಫಾಲಿ ವರ್ಮಾ 79 ರನ್ ಗಳಿಸಿ ಮೊದಲ ವಿಕೆಟ್‌ಗೆ 162 ರನ್ ಸೇರಿಸಿದರು. ರಿಚಾ ಘೋಷ್ 16 ಎಸೆತಗಳಲ್ಲಿ 40 ರನ್ ಬಾರಿಸಿದರು. ಗುರಿ ಬೆನ್ನತ್ತಿದ ಶ್ರೀಲಂಕಾ 20 ಓವರ್‌ಗಳಲ್ಲಿ 6 ವಿಕೆಟ್‌ಗೆ 191 ರನ್ ಗಳಿಸಿತು. [192, 166, 390, 223]
crossword-block [643, 1017, 665, 1038]
crossword-block [557, 1038, 579, 1059]
table-row [813, 261, 862, 269]
table-row [813, 190, 894, 198]
crossword-cell[interactable] [579, 1038, 601, 1059]
teams-box [804, 528, 940, 740]
